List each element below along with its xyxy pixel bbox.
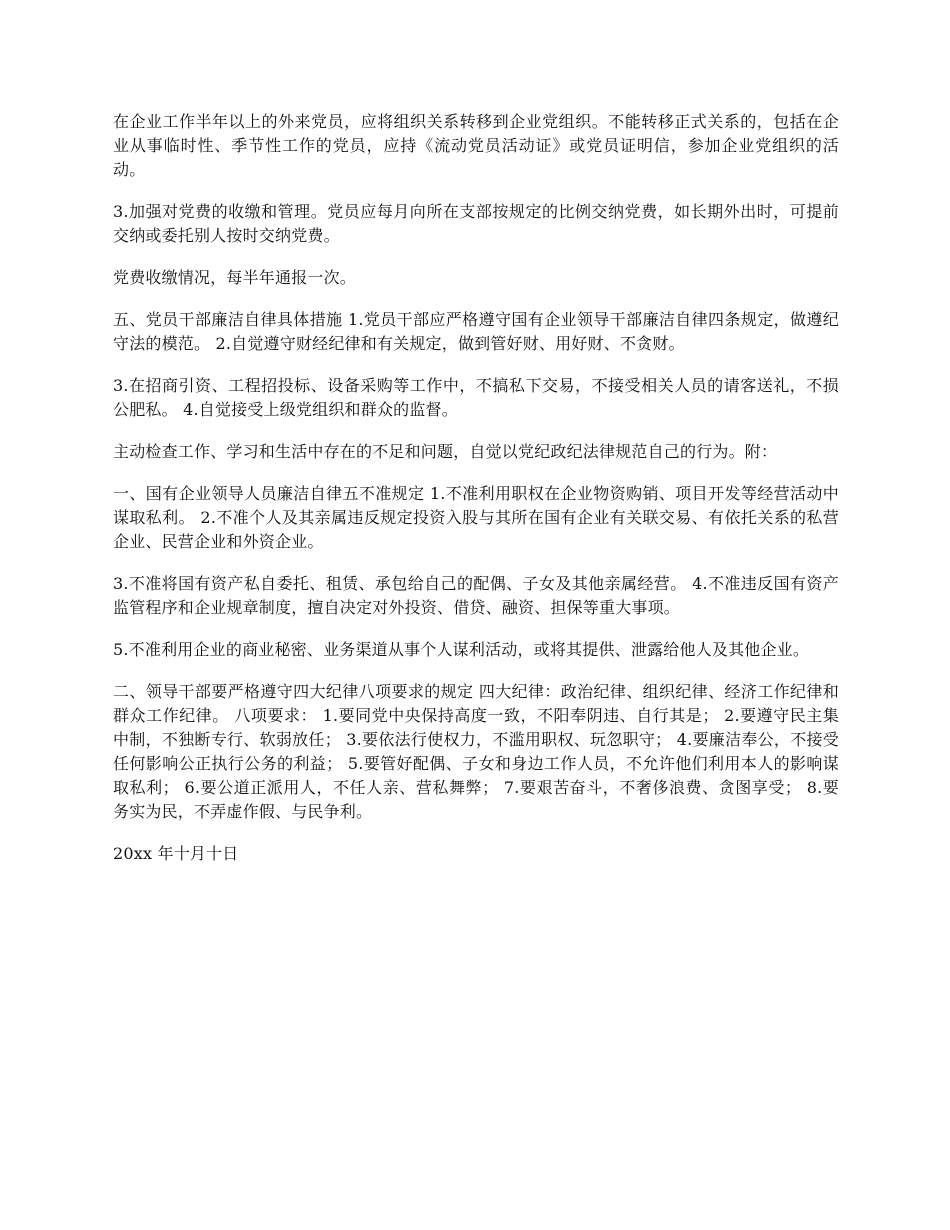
paragraph-asset-rules: 3.不准将国有资产私自委托、租赁、承包给自己的配偶、子女及其他亲属经营。 4.不准违反国有资产监管程序和企业规章制度，擅自决定对外投资、借贷、融资、担保等重大事项。 — [113, 574, 839, 617]
document-date: 20xx 年十月十日 — [113, 844, 239, 863]
document-body — [113, 110, 839, 884]
paragraph-party-member-transfer: 在企业工作半年以上的外来党员，应将组织关系转移到企业党组织。不能转移正式关系的，包括在企业从事临时性、季节性工作的党员，应持《流动党员活动证》或党员证明信，参加企业党组织的活动。 — [113, 112, 839, 179]
paragraph-dues-report: 党费收缴情况，每半年通报一次。 — [113, 268, 357, 287]
paragraph-five-prohibitions: 一、国有企业领导人员廉洁自律五不准规定 1.不准利用职权在企业物资购销、项目开发等经营活动中谋取私利。 2.不准个人及其亲属违反规定投资入股与其所在国有企业有关联交易、有依托关系的私营企业、民营企业和外资企业。 — [113, 484, 839, 551]
paragraph-procurement-rules: 3.在招商引资、工程招投标、设备采购等工作中，不搞私下交易，不接受相关人员的请客送礼，不损公肥私。 4.自觉接受上级党组织和群众的监督。 — [113, 376, 839, 419]
paragraph-party-dues-management: 3.加强对党费的收缴和管理。党员应每月向所在支部按规定的比例交纳党费，如长期外出时，可提前交纳或委托别人按时交纳党费。 — [113, 202, 839, 245]
paragraph-integrity-measures: 五、党员干部廉洁自律具体措施 1.党员干部应严格遵守国有企业领导干部廉洁自律四条规定，做遵纪守法的模范。 2.自觉遵守财经纪律和有关规定，做到管好财、用好财、不贪财。 — [113, 310, 839, 353]
paragraph-four-disciplines: 二、领导干部要严格遵守四大纪律八项要求的规定 四大纪律：政治纪律、组织纪律、经济工作纪律和群众工作纪律。 八项要求： 1.要同党中央保持高度一致，不阳奉阴违、自行其是； 2.要遵守民主集中制，不独断专行、软弱放任； 3.要依法行使权力，不滥用职权、玩忽职守； 4.要廉洁奉公，不接受任何影响公正执行公务的利益； 5.要管好配偶、子女和身边工作人员，不允许他们利用本人的影响谋取私利； 6.要公道正派用人，不任人亲、营私舞弊； 7.要艰苦奋斗，不奢侈浪费、贪图享受； 8.要务实为民，不弄虚作假、与民争利。 — [113, 682, 839, 821]
paragraph-trade-secrets: 5.不准利用企业的商业秘密、业务渠道从事个人谋利活动，或将其提供、泄露给他人及其他企业。 — [113, 640, 810, 659]
paragraph-self-inspection: 主动检查工作、学习和生活中存在的不足和问题，自觉以党纪政纪法律规范自己的行为。附： — [113, 442, 778, 461]
